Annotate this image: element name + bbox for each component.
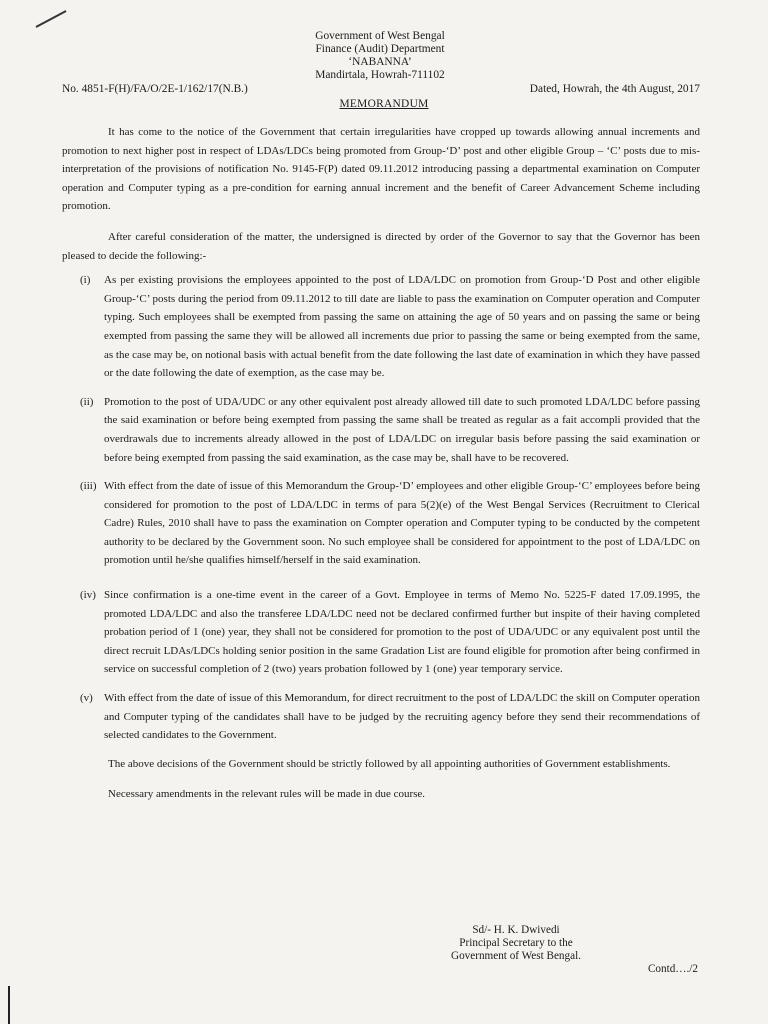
list-item-text: As per existing provisions the employees appointed to the post of LDA/LDC on promotion from Group-‘D Post and other eligible Group-‘C’ posts during the period from 09.11.2012 to till date are liable to pass the examination on Computer operation and Computer typing. Such employees shall be exempted from passing the same on attaining the age of 50 years and on passing the same or being exempted from passing the same they will be allowed all increments due prior to passing the same or being exempted from the same, as the case may be, on notional basis with actual benefit from the date following the last date of examination in which they have passed or the date following the date of exemption, as the case may be. (104, 274, 700, 380)
signature-name: Sd/- H. K. Dwivedi (472, 924, 560, 936)
reference-number: No. 4851-F(H)/FA/O/2E-1/162/17(N.B.) (62, 83, 248, 95)
list-item (62, 393, 700, 467)
signature-office: Government of West Bengal. (450, 950, 581, 962)
memo-body (62, 123, 700, 804)
paragraph-4: Necessary amendments in the relevant rules will be made in due course. (108, 788, 426, 801)
list-item-number: (iii) (80, 480, 97, 493)
paragraph-3: The above decisions of the Government should be strictly followed by all appointing authorities of Government establishments. (108, 757, 671, 770)
letterhead (270, 30, 490, 82)
header-line-2: Finance (Audit) Department (315, 43, 445, 55)
paragraph-1: It has come to the notice of the Government that certain irregularities have cropped up towards allowing annual increments and promotion to next higher post in respect of LDAs/LDCs being promoted from Group-‘D’ post and other eligible Group – ‘C’ posts due to mis-interpretation of the provisions of notification No. 9145-F(P) dated 09.11.2012 introducing passing a departmental examination on Computer operation and Computer typing as a pre-condition for earning annual increment and the benefit of Career Advancement Scheme including promotion. (62, 126, 700, 213)
list-item-text: Since confirmation is a one-time event in the career of a Govt. Employee in terms of Memo No. 5225-F dated 17.09.1995, the promoted LDA/LDC and also the transferee LDA/LDC need not be declared confirmed further but inspite of their having completed probation period of 1 (one) year, they shall not be considered for promotion to the post of UDA/UDC or any equivalent post until the direct recruit LDAs/LDCs holding senior position in the same Gradation List are found eligible for promotion after being confirmed in service on successful completion of 2 (two) years probation followed by 1 (one) year temporary service. (104, 589, 700, 676)
list-item (62, 477, 700, 570)
list-item-text: With effect from the date of issue of this Memorandum the Group-‘D’ employees and other eligible Group-‘C’ employees before being considered for promotion to the post of LDA/LDC in terms of para 5(2)(e) of the West Bengal Services (Recruitment to Clerical Cadre) Rules, 2010 shall have to pass the examination on Compter operation and Computer typing to be conducted by the competent authority to be declared by the Government soon. No such employee shall be considered for appointment to the post of LDA/LDC on promotion until he/she qualifies himself/herself in the said examination. (104, 480, 700, 567)
header-line-1: Government of West Bengal (315, 30, 445, 42)
signature-block (426, 924, 606, 963)
memo-title: MEMORANDUM (339, 98, 429, 110)
paragraph-2: After careful consideration of the matter, the undersigned is directed by order of the Governor to say that the Governor has been pleased to decide the following:- (62, 230, 700, 262)
list-item-text: With effect from the date of issue of this Memorandum, for direct recruitment to the post of LDA/LDC the skill on Computer operation and Computer typing of the candidates shall have to be judged by the recruiting agency before they send their recommendations of selected candidates to the Government. (104, 692, 700, 742)
signature-designation: Principal Secretary to the (459, 937, 573, 949)
list-item-number: (i) (80, 274, 91, 287)
list-item (62, 689, 700, 745)
list-item-number: (v) (80, 692, 93, 705)
list-item (62, 271, 700, 383)
header-line-4: Mandirtala, Howrah-711102 (315, 69, 445, 81)
list-item-text: Promotion to the post of UDA/UDC or any other equivalent post already allowed till date to such promoted LDA/LDC before passing the said examination or before being exempted from passing the same shall be treated as regular as a fait accompli provided that the overdrawals due to increments already allowed in the post of LDA/LDC on irregular basis before passing the said examination or before being exempted from passing the said examination, as the case may be, shall have to be recovered. (104, 395, 700, 464)
header-line-3: ‘NABANNA’ (348, 56, 412, 68)
pen-mark (36, 10, 67, 28)
list-item-number: (ii) (80, 395, 94, 408)
continued-note: Contd…./2 (647, 963, 698, 975)
decision-list (62, 271, 700, 745)
memo-date: Dated, Howrah, the 4th August, 2017 (529, 83, 700, 95)
list-item-number: (iv) (80, 589, 96, 602)
list-item (62, 586, 700, 679)
scan-edge-line (8, 986, 10, 1024)
